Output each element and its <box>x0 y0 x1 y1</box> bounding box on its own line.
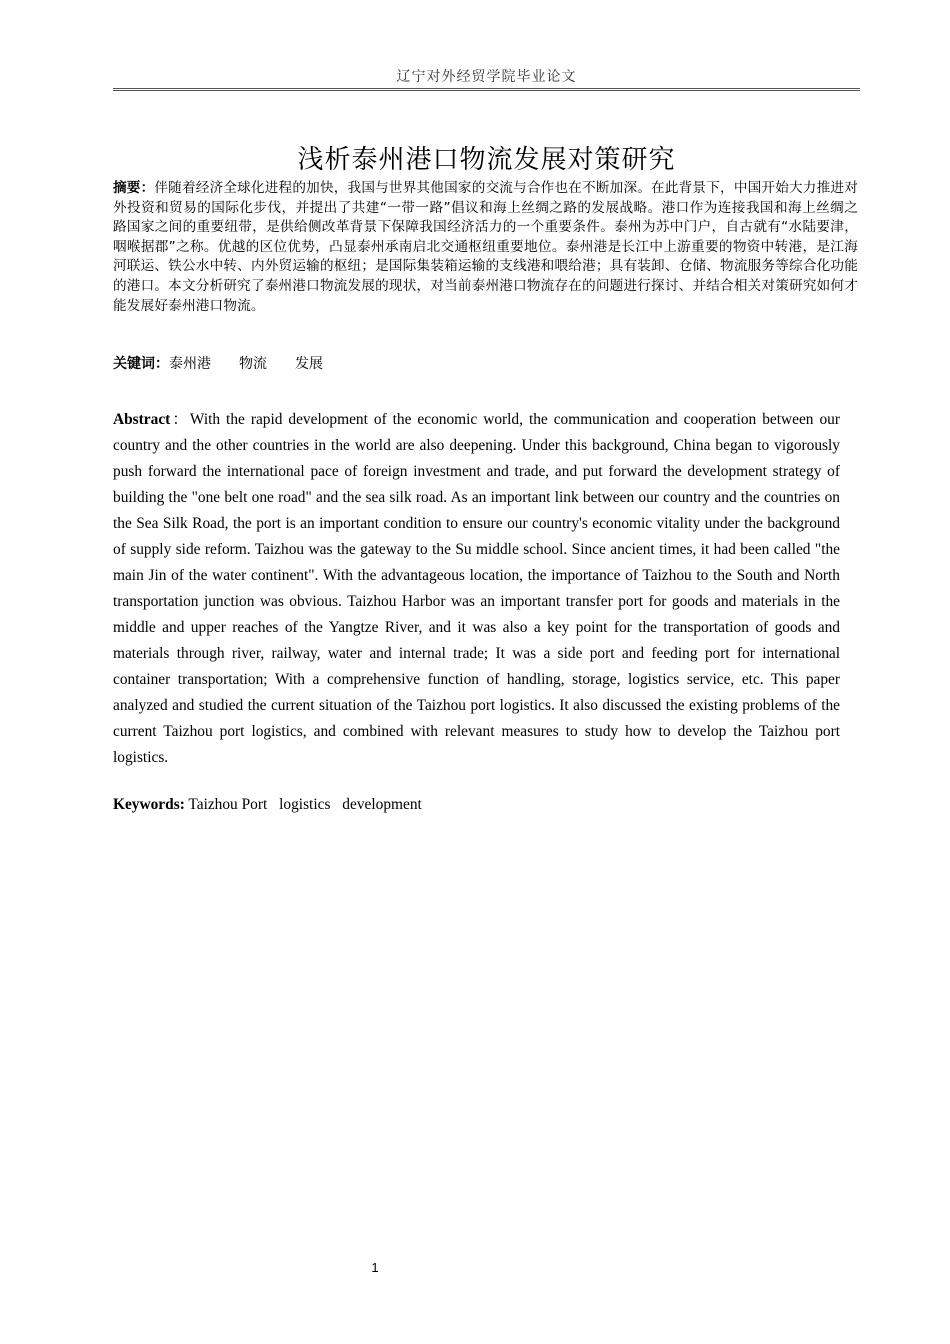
chinese-abstract-text: 伴随着经济全球化进程的加快，我国与世界其他国家的交流与合作也在不断加深。在此背景下，中国开始大力推进对外投资和贸易的国际化步伐，并提出了共建“一带一路”倡议和海上丝绸之路的发展战略。港口作为连接我国和海上丝绸之路国家之间的重要纽带，是供给侧改革背景下保障我国经济活力的一个重要条件。泰州为苏中门户，自古就有“水陆要津，咽喉据郡”之称。优越的区位优势，凸显泰州承南启北交通枢纽重要地位。泰州港是长江中上游重要的物资中转港，是江海河联运、铁公水中转、内外贸运输的枢纽；是国际集装箱运输的支线港和喂给港；具有装卸、仓储、物流服务等综合化功能的港口。本文分析研究了泰州港口物流发展的现状，对当前泰州港口物流存在的问题进行探讨、并结合相关对策研究如何才能发展好泰州港口物流。 <box>113 180 858 314</box>
chinese-keyword: 物流 <box>239 356 267 372</box>
chinese-abstract-label: 摘要： <box>113 180 155 196</box>
english-keywords <box>113 793 430 817</box>
chinese-keywords-label: 关键词： <box>113 356 169 372</box>
english-keywords-label: Keywords: <box>113 796 185 813</box>
chinese-keyword: 泰州港 <box>169 356 211 372</box>
english-abstract <box>113 407 840 771</box>
chinese-keywords <box>113 353 351 375</box>
running-header: 辽宁对外经贸学院毕业论文 <box>396 69 577 85</box>
chinese-abstract <box>113 179 858 316</box>
chinese-keyword: 发展 <box>295 356 323 372</box>
english-abstract-text: With the rapid development of the economic world, the communication and cooperation between our country and the other countries in the world are also deepening. Under this background, China began to vigorously push forward the international pace of foreign investment and trade, and put forward the development strategy of building the "one belt one road" and the sea silk road. As an important link between our country and the countries on the Sea Silk Road, the port is an important condition to ensure our country's economic vitality under the background of supply side reform. Taizhou was the gateway to the Su middle school. Since ancient times, it had been called "the main Jin of the water continent". With the advantageous location, the importance of Taizhou to the South and North transportation junction was obvious. Taizhou Harbor was an important transfer port for goods and materials in the middle and upper reaches of the Yangtze River, and it was also a key point for the transportation of goods and materials through river, railway, water and internal trade; It was a side port and feeding port for international container transportation; With a comprehensive function of handling, storage, logistics service, etc. This paper analyzed and studied the current situation of the Taizhou port logistics. It also discussed the existing problems of the current Taizhou port logistics, and combined with relevant measures to study how to develop the Taizhou port logistics. <box>113 411 840 766</box>
english-keyword: Taizhou Port <box>188 796 268 813</box>
page-number: 1 <box>371 1260 379 1275</box>
english-abstract-colon: ： <box>170 411 190 428</box>
english-abstract-label: Abstract <box>113 411 171 428</box>
page-title: 浅析泰州港口物流发展对策研究 <box>297 145 676 175</box>
english-keyword: logistics <box>279 796 331 813</box>
header-divider <box>113 88 860 91</box>
english-keyword: development <box>342 796 422 813</box>
